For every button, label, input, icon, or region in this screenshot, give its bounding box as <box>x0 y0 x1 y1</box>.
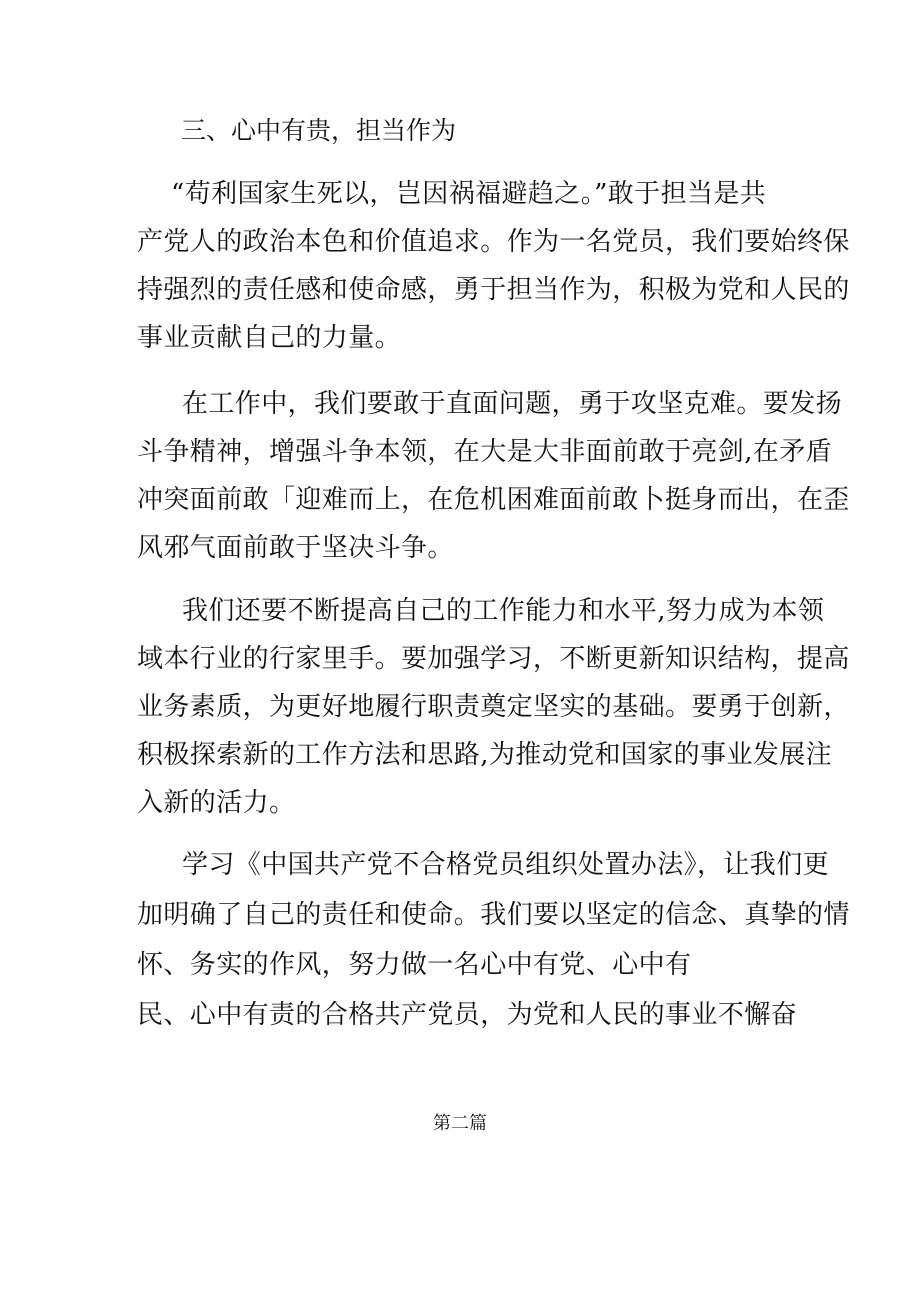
paragraph-2-line-4: 风邪气面前敢于坚决斗争。 <box>137 533 454 563</box>
paragraph-4-line-4: 民、心中有责的合格共产党员，为党和人民的事业不懈奋 <box>137 1000 798 1030</box>
paragraph-4-line-2: 加明确了自己的责任和使命。我们要以坚定的信念、真挚的情 <box>137 900 850 930</box>
paragraph-1-line-1: “苟利国家生死以，岂因祸福避趋之。”敢于担当是共 <box>171 179 767 209</box>
paragraph-2-line-2: 斗争精神，增强斗争本领，在大是大非面前敢于亮剑,在矛盾 <box>137 437 833 467</box>
paragraph-2-line-1: 在工作中，我们要敢于直面问题，勇于攻坚克难。要发扬 <box>182 389 843 419</box>
next-section-label: 第二篇 <box>433 1113 487 1134</box>
paragraph-1-line-4: 事业贡献自己的力量。 <box>137 323 402 353</box>
paragraph-4-line-3: 怀、务实的作风，努力做一名心中有党、心中有 <box>137 950 692 980</box>
paragraph-3-line-1: 我们还要不断提高自己的工作能力和水平,努力成为本领 <box>182 596 825 626</box>
paragraph-1-line-2: 产党人的政治本色和价值追求。作为一名党员，我们要始终保 <box>137 227 850 257</box>
paragraph-3-line-4: 积极探索新的工作方法和思路,为推动党和国家的事业发展注 <box>137 740 833 770</box>
paragraph-3-line-5: 入新的活力。 <box>137 788 296 818</box>
paragraph-4-line-1: 学习《中国共产党不合格党员组织处置办法》，让我们更 <box>182 850 830 880</box>
paragraph-3-line-3: 业务素质，为更好地履行职责奠定坚实的基础。要勇于创新， <box>137 692 850 722</box>
paragraph-3-line-2: 域本行业的行家里手。要加强学习，不断更新知识结构，提高 <box>137 644 850 674</box>
paragraph-2-line-3: 冲突面前敢「迎难而上，在危机困难面前敢卜挺身而出，在歪 <box>137 485 850 515</box>
section-heading: 三、心中有贵，担当作为 <box>181 116 457 145</box>
paragraph-1-line-3: 持强烈的责任感和使命感，勇于担当作为，积极为党和人民的 <box>137 275 850 305</box>
